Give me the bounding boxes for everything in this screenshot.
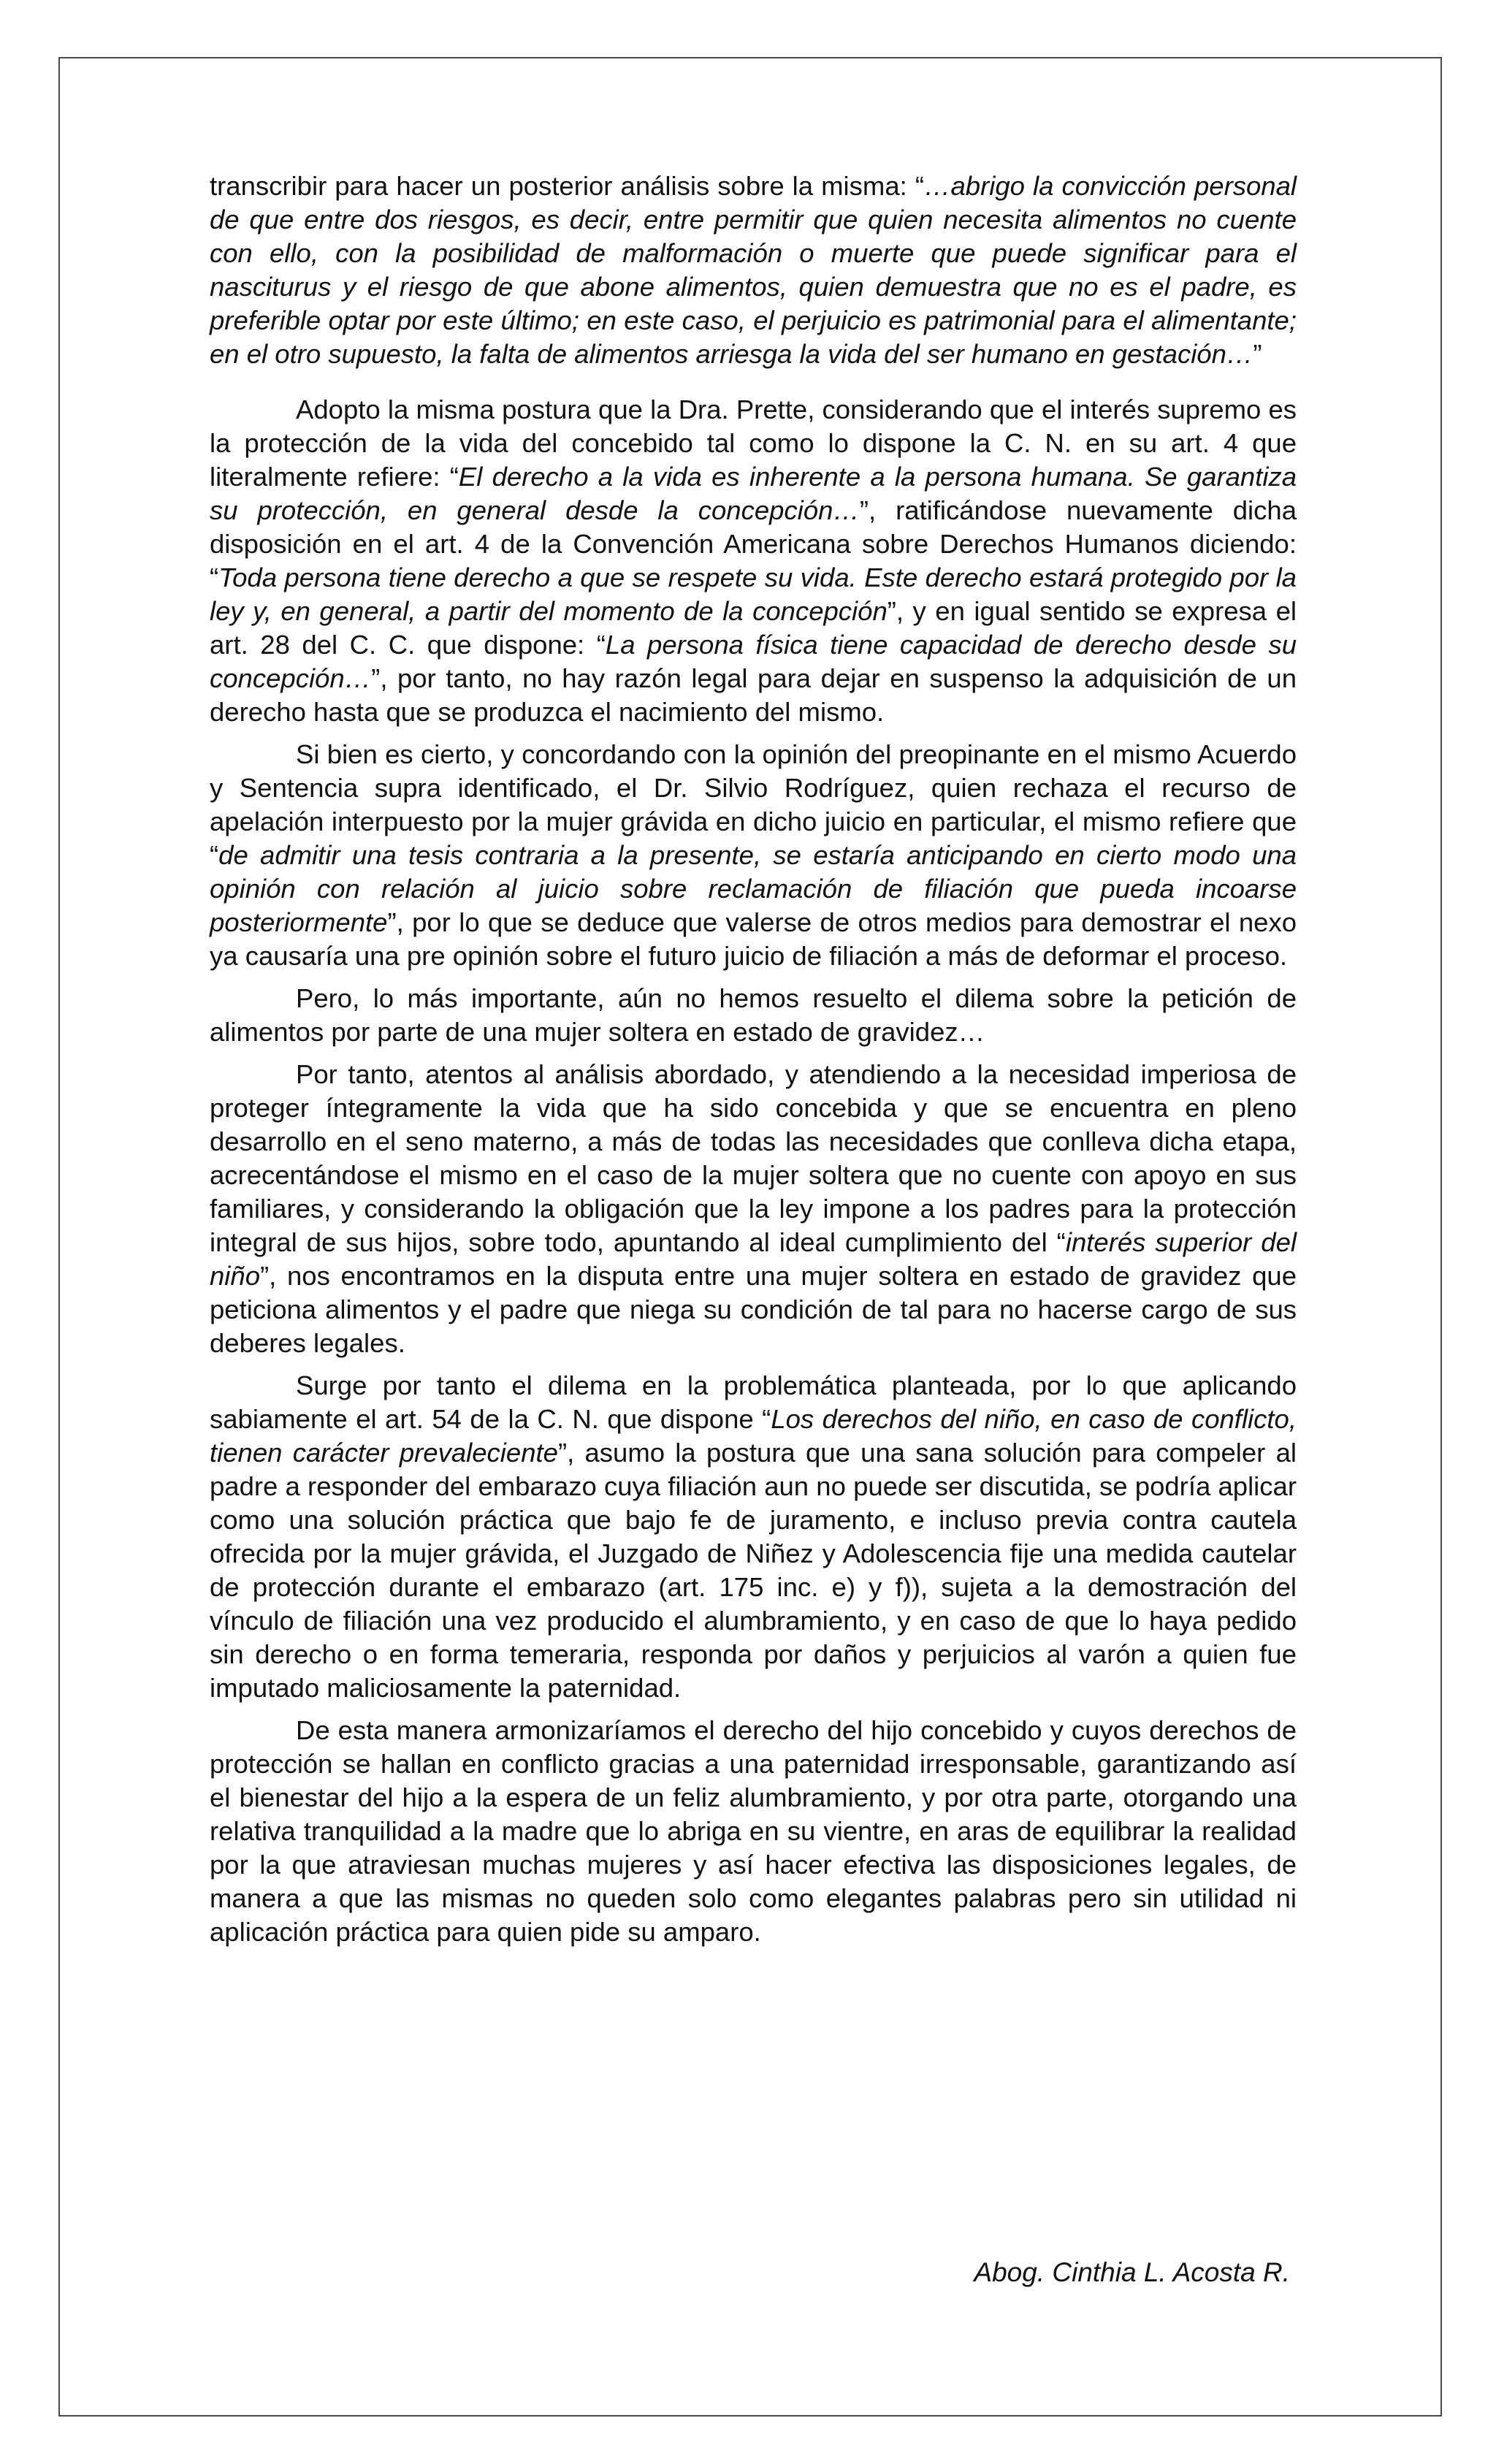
paragraph-2 xyxy=(210,393,1297,729)
body-text: ”, ratificándose nuevamente dicha disposición en el art. 4 de la Convención Americana sobre Derechos Humanos diciendo: “ xyxy=(210,495,1297,592)
paragraph-4 xyxy=(210,982,1297,1049)
body-text: ” xyxy=(1253,339,1262,369)
quoted-text: Toda persona tiene derecho a que se respete su vida. Este derecho estará protegido por la ley y, en general, a partir del momento de la concepción xyxy=(210,562,1297,626)
paragraph-1 xyxy=(210,169,1297,371)
body-text: ”, por lo que se deduce que valerse de otros medios para demostrar el nexo ya causaría una pre opinión sobre el futuro juicio de filiación a más de deformar el proceso. xyxy=(210,907,1297,971)
body-text: ”, asumo la postura que una sana solución para compeler al padre a responder del embarazo cuya filiación aun no puede ser discutida, se podría aplicar como una solución práctica que bajo fe de juramento, e incluso previa contra cautela ofrecida por la mujer grávida, el Juzgado de Niñez y Adolescencia fije una medida cautelar de protección durante el embarazo (art. 175 inc. e) y f)), sujeta a la demostración del vínculo de filiación una vez producido el alumbramiento, y en caso de que lo haya pedido sin derecho o en forma temeraria, responda por daños y perjuicios al varón a quien fue imputado maliciosamente la paternidad. xyxy=(210,1438,1297,1703)
body-text: Si bien es cierto, y concordando con la opinión del preopinante en el mismo Acuerdo y Sentencia supra identificado, el Dr. Silvio Rodríguez, quien rechaza el recurso de apelación interpuesto por la mujer grávida en dicho juicio en particular, el mismo refiere que “ xyxy=(210,739,1297,870)
body-text: transcribir para hacer un posterior análisis sobre la misma: “ xyxy=(210,171,924,201)
body-text: Adopto la misma postura que la Dra. Prette, considerando que el interés supremo es la protección de la vida del concebido tal como lo dispone la C. N. en su art. 4 que literalmente refiere: “ xyxy=(210,394,1297,492)
paragraph-3 xyxy=(210,738,1297,973)
body-text: De esta manera armonizaríamos el derecho del hijo concebido y cuyos derechos de protección se hallan en conflicto gracias a una paternidad irresponsable, garantizando así el bienestar del hijo a la espera de un feliz alumbramiento, y por otra parte, otorgando una relativa tranquilidad a la madre que lo abriga en su vientre, en aras de equilibrar la realidad por la que atraviesan muchas mujeres y así hacer efectiva las disposiciones legales, de manera a que las mismas no queden solo como elegantes palabras pero sin utilidad ni aplicación práctica para quien pide su amparo. xyxy=(210,1715,1297,1947)
body-text: ”, nos encontramos en la disputa entre una mujer soltera en estado de gravidez que peticiona alimentos y el padre que niega su condición de tal para no hacerse cargo de sus deberes legales. xyxy=(210,1261,1297,1358)
quoted-text: Los derechos del niño, en caso de conflicto, tienen carácter prevaleciente xyxy=(210,1404,1297,1468)
quoted-text: de admitir una tesis contraria a la presente, se estaría anticipando en cierto modo una opinión con relación al juicio sobre reclamación de filiación que pueda incoarse posteriormente xyxy=(210,840,1297,937)
paragraph-7 xyxy=(210,1714,1297,1949)
body-text: Por tanto, atentos al análisis abordado, y atendiendo a la necesidad imperiosa de proteger íntegramente la vida que ha sido concebida y que se encuentra en pleno desarrollo en el seno materno, a más de todas las necesidades que conlleva dicha etapa, acrecentándose el mismo en el caso de la mujer soltera que no cuente con apoyo en sus familiares, y considerando la obligación que la ley impone a los padres para la protección integral de sus hijos, sobre todo, apuntando al ideal cumplimiento del “ xyxy=(210,1059,1297,1257)
body-text: ”, y en igual sentido se expresa el art. 28 del C. C. que dispone: “ xyxy=(210,596,1297,660)
document-body xyxy=(210,169,1297,1958)
signature: Abog. Cinthia L. Acosta R. xyxy=(974,2257,1290,2287)
quoted-text: interés superior del niño xyxy=(210,1227,1297,1291)
quoted-text: El derecho a la vida es inherente a la persona humana. Se garantiza su protección, en general desde la concepción… xyxy=(210,462,1297,525)
quoted-text: …abrigo la convicción personal de que entre dos riesgos, es decir, entre permitir que quien necesita alimentos no cuente con ello, con la posibilidad de malformación o muerte que puede significar para el nasciturus y el riesgo de que abone alimentos, quien demuestra que no es el padre, es preferible optar por este último; en este caso, el perjuicio es patrimonial para el alimentante; en el otro supuesto, la falta de alimentos arriesga la vida del ser humano en gestación… xyxy=(210,171,1297,369)
paragraph-6 xyxy=(210,1369,1297,1705)
quoted-text: La persona física tiene capacidad de derecho desde su concepción… xyxy=(210,630,1297,693)
body-text: ”, por tanto, no hay razón legal para dejar en suspenso la adquisición de un derecho hasta que se produzca el nacimiento del mismo. xyxy=(210,663,1297,727)
paragraph-5 xyxy=(210,1058,1297,1360)
body-text: Surge por tanto el dilema en la problemática planteada, por lo que aplicando sabiamente el art. 54 de la C. N. que dispone “ xyxy=(210,1370,1297,1434)
body-text: Pero, lo más importante, aún no hemos resuelto el dilema sobre la petición de alimentos por parte de una mujer soltera en estado de gravidez… xyxy=(210,983,1297,1047)
